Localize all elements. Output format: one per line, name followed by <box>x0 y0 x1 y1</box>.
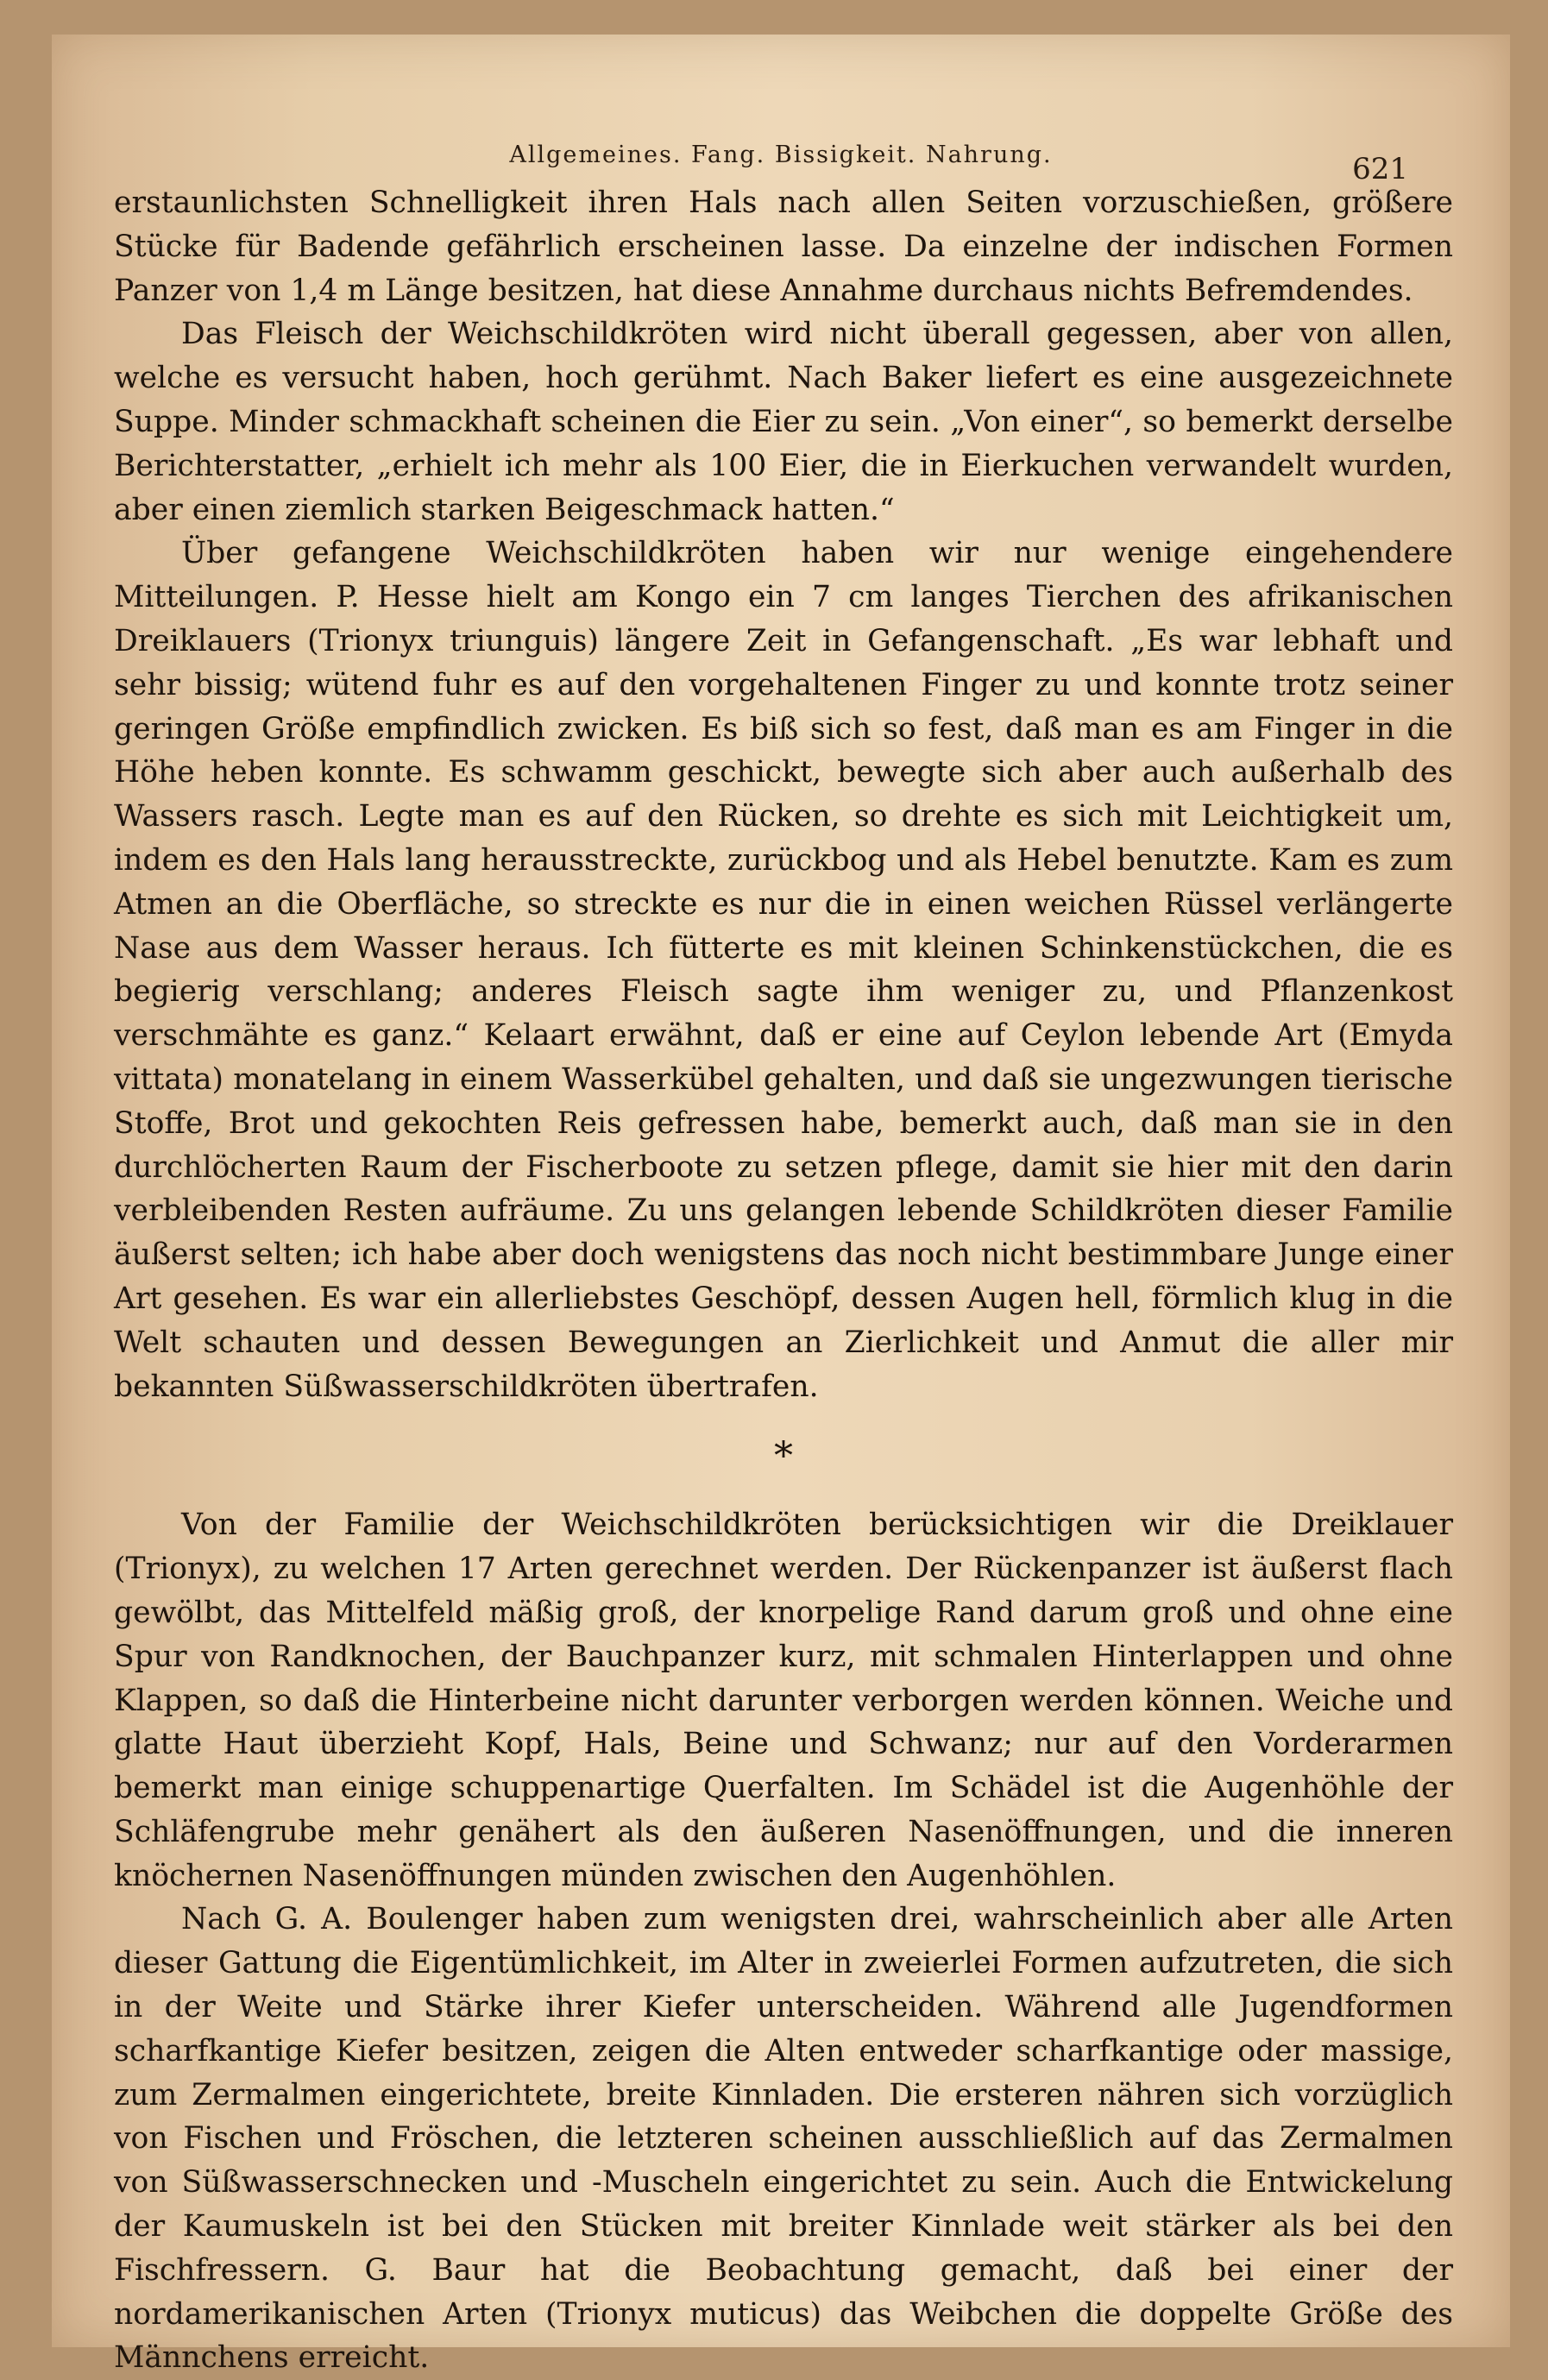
paragraph: Nach G. A. Boulenger haben zum wenigsten drei, wahrscheinlich aber alle Arten dieser Gattung die Eigentümlichkeit, im Alter in zweierlei Formen aufzutreten, die sich in der Weite und Stärke ihrer Kiefer unterscheiden. Während alle Jugendformen scharfkantige Kiefer besitzen, zeigen die Alten entweder scharfkantige oder massige, zum Zermalmen eingerichtete, breite Kinnladen. Die ersteren nähren sich vorzüglich von Fischen und Fröschen, die letzteren scheinen ausschließlich auf das Zermalmen von Süßwasserschnecken und -Muscheln eingerichtet zu sein. Auch die Entwickelung der Kaumuskeln ist bei den Stücken mit breiter Kinnlade weit stärker als bei den Fischfressern. G. Baur hat die Beobachtung gemacht, daß bei einer der nordamerikanischen Arten (Trionyx muticus) das Weibchen die doppelte Größe des Männchens erreicht. <box>114 1902 1453 2376</box>
paragraph-continuation: erstaunlichsten Schnelligkeit ihren Hals nach allen Seiten vorzuschießen, größere Stücke für Badende gefährlich erscheinen lasse. Da einzelne der indischen Formen Panzer von 1,4 m Länge besitzen, hat diese Annahme durchaus nichts Befremdendes. <box>114 186 1453 308</box>
book-page <box>52 35 1510 2376</box>
header-title: Allgemeines. Fang. Bissigkeit. Nahrung. <box>509 142 1053 168</box>
running-header <box>52 117 1510 186</box>
paragraph: Von der Familie der Weichschildkröten berücksichtigen wir die Dreiklauer (Trionyx), zu welchen 17 Arten gerechnet werden. Der Rückenpanzer ist äußerst flach gewölbt, das Mittelfeld mäßig groß, der knorpelige Rand darum groß und ohne eine Spur von Randknochen, der Bauchpanzer kurz, mit schmalen Hinterlappen und ohne Klappen, so daß die Hinterbeine nicht darunter verborgen werden können. Weiche und glatte Haut überzieht Kopf, Hals, Beine und Schwanz; nur auf den Vorderarmen bemerkt man einige schuppenartige Querfalten. Im Schädel ist die Augenhöhle der Schläfengrube mehr genähert als den äußeren Nasenöffnungen, und die inneren knöchernen Nasenöffnungen münden zwischen den Augenhöhlen. <box>114 1508 1453 1893</box>
paragraph: Das Fleisch der Weichschildkröten wird nicht überall gegessen, aber von allen, welche es versucht haben, hoch gerühmt. Nach Baker liefert es eine ausgezeichnete Suppe. Minder schmackhaft scheinen die Eier zu sein. „Von einer“, so bemerkt derselbe Berichterstatter, „erhielt ich mehr als 100 Eier, die in Eierkuchen verwandelt wurden, aber einen ziemlich starken Beigeschmack hatten.“ <box>114 317 1453 527</box>
page-number: 621 <box>1352 152 1408 186</box>
body-text <box>114 181 1453 2380</box>
paragraph: Über gefangene Weichschildkröten haben wir nur wenige eingehendere Mitteilungen. P. Hesse hielt am Kongo ein 7 cm langes Tierchen des afrikanischen Dreiklauers (Trionyx triunguis) längere Zeit in Gefangenschaft. „Es war lebhaft und sehr bissig; wütend fuhr es auf den vorgehaltenen Finger zu und konnte trotz seiner geringen Größe empfindlich zwicken. Es biß sich so fest, daß man es am Finger in die Höhe heben konnte. Es schwamm geschickt, bewegte sich aber auch außerhalb des Wassers rasch. Legte man es auf den Rücken, so drehte es sich mit Leichtigkeit um, indem es den Hals lang herausstreckte, zurückbog und als Hebel benutzte. Kam es zum Atmen an die Oberfläche, so streckte es nur die in einen weichen Rüssel verlängerte Nase aus dem Wasser heraus. Ich fütterte es mit kleinen Schinkenstückchen, die es begierig verschlang; anderes Fleisch sagte ihm weniger zu, und Pflanzenkost verschmähte es ganz.“ Kelaart erwähnt, daß er eine auf Ceylon lebende Art (Emyda vittata) monatelang in einem Wasserkübel gehalten, und daß sie ungezwungen tierische Stoffe, Brot und gekochten Reis gefressen habe, bemerkt auch, daß man sie in den durchlöcherten Raum der Fischerboote zu setzen pflege, damit sie hier mit den darin verbleibenden Resten aufräume. Zu uns gelangen lebende Schildkröten dieser Familie äußerst selten; ich habe aber doch wenigstens das noch nicht bestimmbare Junge einer Art gesehen. Es war ein allerliebstes Geschöpf, dessen Augen hell, förmlich klug in die Welt schauten und dessen Bewegungen an Zierlichkeit und Anmut die aller mir bekannten Süßwasserschildkröten übertrafen. <box>114 536 1453 1404</box>
section-separator-asterisk: * <box>774 1434 793 1479</box>
